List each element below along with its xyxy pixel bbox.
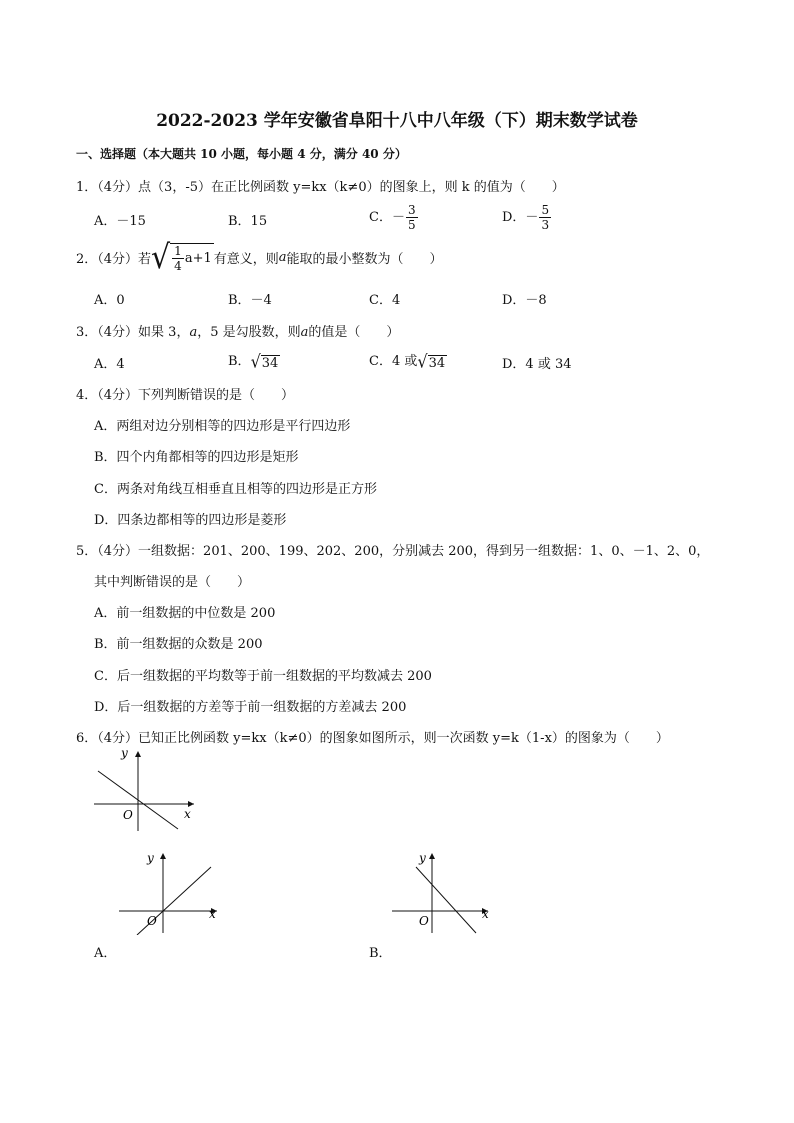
y-axis-arrow-icon [429,853,435,859]
q6-option-b-graph[interactable] [388,845,498,935]
q4-option-b[interactable]: B．四个内角都相等的四边形是矩形 [94,450,299,465]
question-6-stem: 6．（4分）已知正比例函数 y=kx（k≠0）的图象如图所示，则一次函数 y=k（1-x）的图象为（ ） [76,731,669,746]
q2-variable: a [278,250,287,265]
fraction-numerator: 1 [174,243,182,258]
q1-option-d-label: D．－ [502,210,539,225]
q1-option-a[interactable]: A．－15 [94,214,146,229]
q5-option-a[interactable]: A．前一组数据的中位数是 200 [94,606,276,621]
q1-option-c-fraction [406,203,418,232]
sqrt-expression [417,352,447,371]
question-5-stem-line2: 其中判断错误的是（ ） [94,575,251,590]
y-axis-arrow-icon [160,853,166,859]
q3-option-b-label: B． [228,354,251,369]
radical-sign-icon: √ [417,351,428,372]
given-graph [90,745,200,835]
radicand: 34 [261,356,279,371]
x-axis-label: x [482,907,489,921]
q2-option-b[interactable]: B．－4 [228,293,272,308]
q3-option-a[interactable]: A．4 [94,357,125,372]
fraction-denominator: 3 [541,218,550,232]
q1-option-c-label: C．－ [369,210,405,225]
q5-option-b[interactable]: B．前一组数据的众数是 200 [94,637,263,652]
question-3-stem [76,321,399,340]
q3-stem-c: 的值是（ ） [308,325,400,340]
q6-option-a-graph[interactable] [115,845,225,935]
sqrt-expression [151,240,214,275]
question-5-stem-line1: 5．（4分）一组数据：201、200、199、202、200，分别减去 200，得到另一组数据：1、0、－1、2、0， [76,544,710,559]
q4-option-d[interactable]: D．四条边都相等的四边形是菱形 [94,513,287,528]
q4-option-c[interactable]: C．两条对角线互相垂直且相等的四边形是正方形 [94,482,377,497]
q6-option-a-label[interactable]: A． [94,946,117,961]
q3-variable: a [300,325,309,340]
q4-option-a[interactable]: A．两组对边分别相等的四边形是平行四边形 [94,419,351,434]
q5-option-c[interactable]: C．后一组数据的平均数等于前一组数据的平均数减去 200 [94,669,432,684]
fraction-numerator: 3 [407,203,416,217]
q2-option-a[interactable]: A．0 [94,293,125,308]
fraction-denominator: 5 [407,218,416,232]
origin-label: O [419,914,429,928]
q6-option-b-label[interactable]: B． [369,946,392,961]
radical-sign-icon: √ [250,351,261,372]
q3-variable: a [189,325,198,340]
q2-option-c[interactable]: C．4 [369,293,401,308]
q3-option-b[interactable] [228,350,280,371]
q2-suffix-a: 有意义，则 [213,252,279,267]
fraction-numerator: 5 [541,203,550,217]
y-axis-label: y [121,746,128,760]
q3-option-c[interactable] [369,350,447,371]
q2-option-d[interactable]: D．－8 [502,293,547,308]
x-axis-label: x [209,907,216,921]
question-1-stem: 1．（4分）点（3，-5）在正比例函数 y=kx（k≠0）的图象上，则 k 的值为（ ） [76,180,565,195]
y-axis-arrow-icon [135,751,141,757]
sqrt-expression [251,352,281,371]
q1-option-b[interactable]: B．15 [228,214,268,229]
q5-option-d[interactable]: D．后一组数据的方差等于前一组数据的方差减去 200 [94,700,407,715]
q2-suffix-b: 能取的最小整数为（ ） [286,252,443,267]
origin-label: O [123,808,133,822]
exam-title: 2022-2023 学年安徽省阜阳十八中八年级（下）期末数学试卷 [156,111,638,131]
q3-option-c-label: C．4 或 [369,354,418,369]
question-4-stem: 4．（4分）下列判断错误的是（ ） [76,388,295,403]
x-axis-label: x [184,807,191,821]
radicand-rest: a+1 [184,250,212,266]
section-heading: 一、选择题（本大题共 10 小题，每小题 4 分，满分 40 分） [76,147,407,161]
fraction-denominator: 4 [174,258,182,273]
y-axis-label: y [419,851,426,865]
radicand [170,243,214,273]
q3-stem-b: ，5 是勾股数，则 [197,325,301,340]
radicand: 34 [428,356,446,371]
q1-option-d[interactable] [502,203,552,232]
origin-label: O [147,914,157,928]
q1-option-c[interactable] [369,203,419,232]
radical-sign-icon: √ [151,238,171,277]
q2-prefix: 2．（4分）若 [76,252,152,267]
q3-stem-a: 3．（4分）如果 3， [76,325,190,340]
q1-option-d-fraction [539,203,551,232]
q3-option-d[interactable]: D．4 或 34 [502,357,572,372]
radicand-fraction [172,244,184,273]
question-2-stem [76,240,443,280]
y-axis-label: y [147,851,154,865]
